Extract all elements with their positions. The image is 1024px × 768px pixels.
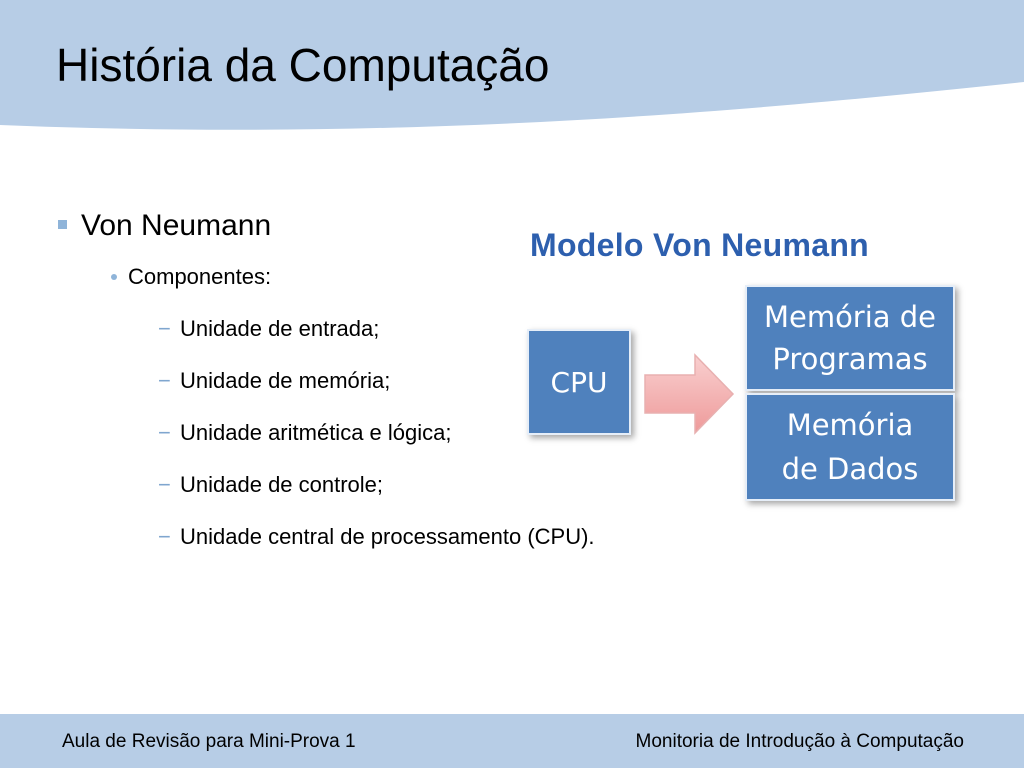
footer-bar	[0, 714, 1024, 768]
diagram-title: Modelo Von Neumann	[530, 227, 870, 263]
list-item-text: Unidade de controle;	[180, 472, 384, 497]
right-arrow-icon	[643, 353, 735, 435]
memoria-dados-line2: de Dados	[781, 452, 919, 486]
list-item	[56, 522, 696, 552]
dash-bullet-icon: −	[158, 524, 171, 549]
footer-right-text: Monitoria de Introdução à Computação	[635, 731, 964, 752]
dash-bullet-icon: −	[158, 472, 171, 497]
dash-bullet-icon: −	[158, 316, 171, 341]
slide-title: História da Computação	[56, 39, 550, 91]
bullet-level1-text: Von Neumann	[81, 209, 272, 242]
list-item-text: Unidade central de processamento (CPU).	[180, 524, 595, 549]
cpu-label: CPU	[550, 365, 608, 399]
memoria-dados-line1: Memória	[786, 408, 914, 442]
bullet-level2-text: Componentes:	[128, 264, 272, 289]
dash-bullet-icon: −	[158, 368, 171, 393]
cpu-box	[527, 329, 631, 435]
memoria-programas-line2: Programas	[772, 342, 928, 376]
memoria-dados-box	[745, 393, 955, 501]
memoria-programas-line1: Memória de	[763, 300, 937, 334]
list-item-text: Unidade aritmética e lógica;	[180, 420, 452, 445]
footer-left-text: Aula de Revisão para Mini-Prova 1	[62, 731, 356, 752]
von-neumann-diagram	[525, 225, 965, 515]
dot-bullet-icon	[111, 274, 117, 280]
square-bullet-icon	[58, 220, 67, 229]
dash-bullet-icon: −	[158, 420, 171, 445]
memoria-programas-box	[745, 285, 955, 391]
list-item-text: Unidade de entrada;	[180, 316, 380, 341]
list-item-text: Unidade de memória;	[180, 368, 391, 393]
